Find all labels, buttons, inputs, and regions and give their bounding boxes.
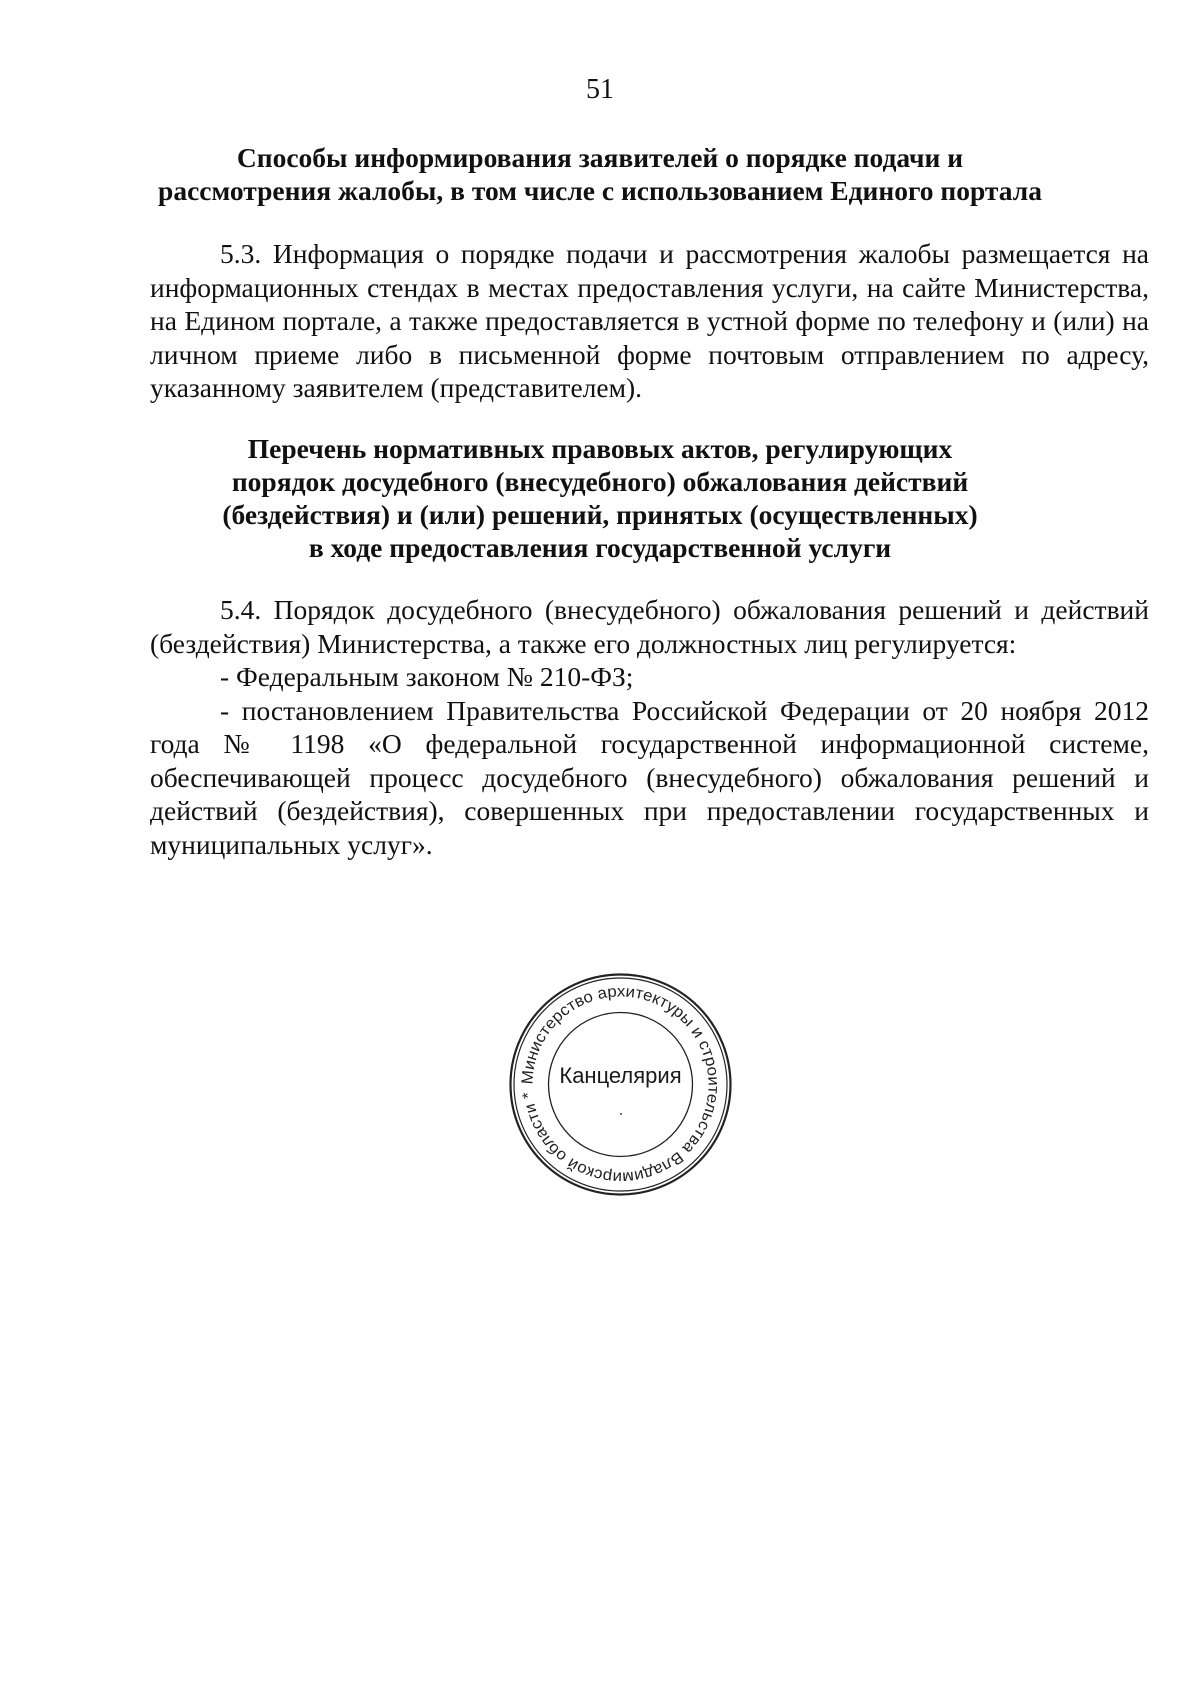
seal-ring-text-path: Министерство архитектуры и строительства Владимирской области * [519,983,722,1186]
official-seal-stamp [508,972,733,1197]
list-item-federal-law: - Федеральным законом № 210-ФЗ; [220,661,634,692]
list-item-government-decree: - постановлением Правительства Российской Федерации от 20 ноября 2012 года № 1198 «О федеральной государственной информационной системе, обеспечивающей процесс досудебного (внесудебного) обжалования решений и действий (бездействия), совершенных при предоставлении государственных и муниципальных услуг». [150,694,1149,860]
paragraph-5-3: 5.3. Информация о порядке подачи и рассмотрения жалобы размещается на информационных стендах в местах предоставления услуги, на сайте Министерства, на Едином портале, а также предоставляется в устной форме по телефону и (или) на личном приеме либо в письменной форме почтовым отправлением по адресу, указанному заявителем (представителем). [150,238,1149,403]
seal-dot [620,1113,622,1115]
paragraph-5-4: 5.4. Порядок досудебного (внесудебного) обжалования решений и действий (бездействия) Министерства, а также его должностных лиц регулируется: [150,594,1149,659]
heading-line: рассмотрения жалобы, в том числе с использованием Единого портала [158,175,1042,206]
heading-line: Перечень нормативных правовых актов, регулирующих [247,433,953,464]
section-54-body [150,593,1149,861]
heading-line: Способы информирования заявителей о порядке подачи и [236,142,964,173]
heading-line: в ходе предоставления государственной услуги [308,532,892,563]
stamp-center-label: Канцелярия [559,1063,682,1088]
section-53-heading [150,141,1050,207]
heading-line: (бездействия) и (или) решений, принятых (осуществленных) [222,499,978,530]
section-53-body [150,237,1149,405]
heading-line: порядок досудебного (внесудебного) обжалования действий [231,466,969,497]
page-number: 51 [586,74,614,105]
section-54-heading [150,432,1050,564]
